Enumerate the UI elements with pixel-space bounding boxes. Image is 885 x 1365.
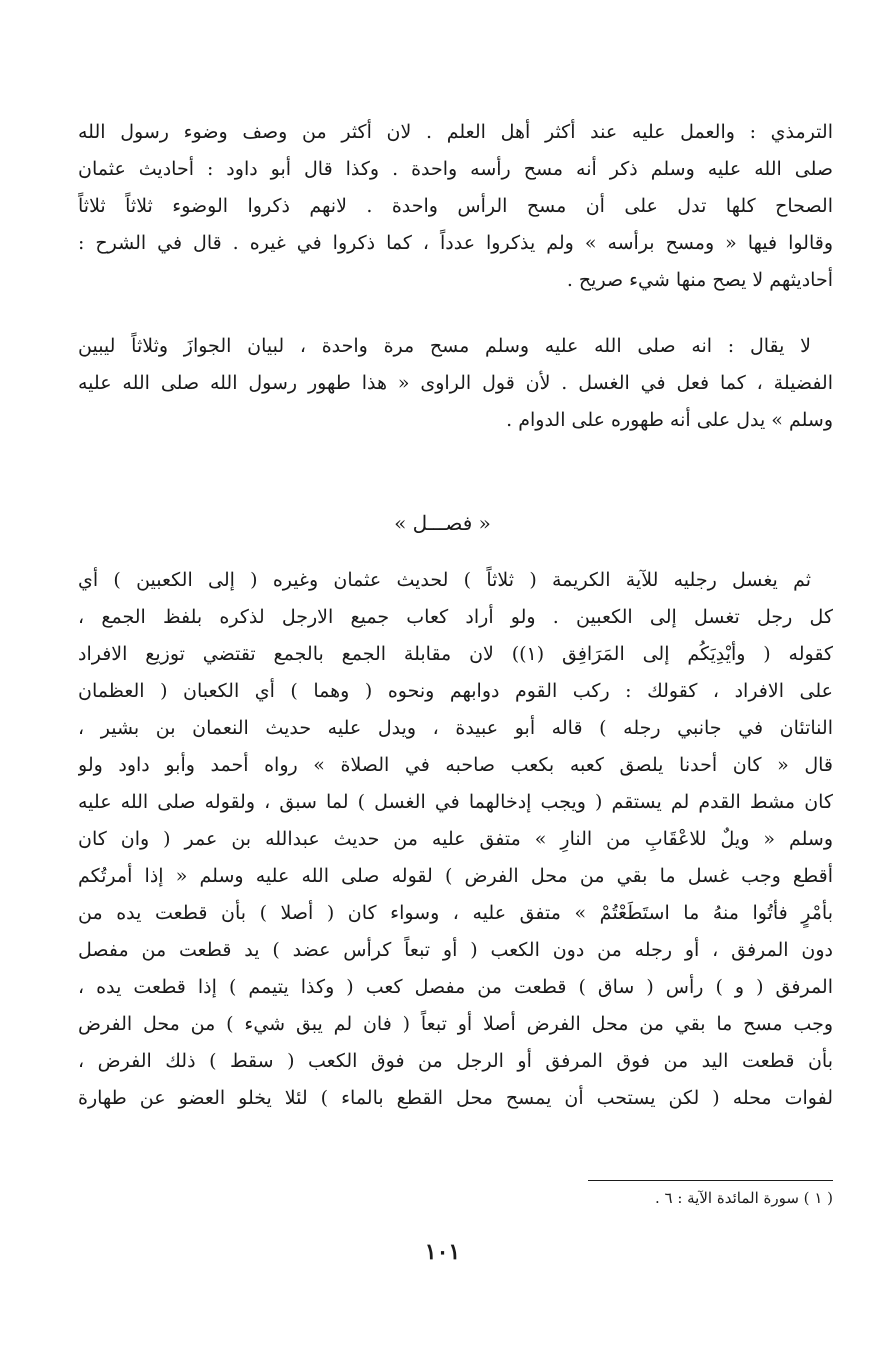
text-line: بأن قطعت اليد من فوق المرفق أو الرجل من فوق الكعب ( سقط ) ذلك الفرض ، xyxy=(78,1050,833,1072)
text-line: قال « كان أحدنا يلصق كعبه بكعب صاحبه في الصلاة » رواه أحمد وأبو داود ولو xyxy=(78,754,833,776)
text-line: ثم يغسل رجليه للآية الكريمة ( ثلاثاً ) لحديث عثمان وغيره ( إلى الكعبين ) أي xyxy=(78,569,811,591)
text-line: الناتئان في جانبي رجله ) قاله أبو عبيدة ، ويدل عليه حديث النعمان بن بشير ، xyxy=(78,717,833,739)
text-line: وسلم » يدل على أنه طهوره على الدوام . xyxy=(506,409,833,431)
page-number: ١٠١ xyxy=(424,1239,461,1265)
text-line: لا يقال : انه صلى الله عليه وسلم مسح مرة واحدة ، لبيان الجوازَ وثلاثاً ليبين xyxy=(78,335,811,357)
text-line: على الافراد ، كقولك : ركب القوم دوابهم ونحوه ( وهما ) أي الكعبان ( العظمان xyxy=(78,680,833,702)
text-line: كان مشط القدم لم يستقم ( ويجب إدخالهما في الغسل ) لما سبق ، ولقوله صلى الله عليه xyxy=(78,791,833,813)
text-line: وقالوا فيها « ومسح برأسه » ولم يذكروا عدداً ، كما ذكروا في غيره . قال في الشرح : xyxy=(78,232,833,254)
text-line: الترمذي : والعمل عليه عند أكثر أهل العلم . لان أكثر من وصف وضوء رسول الله xyxy=(78,121,833,143)
text-line: أحاديثهم لا يصح منها شيء صريح . xyxy=(566,269,833,291)
text-line: المرفق ( و ) رأس ( ساق ) قطعت من مفصل كعب ( وكذا يتيمم ) إذا قطعت يده ، xyxy=(78,976,833,998)
text-line: وسلم « ويلٌ للاعْقَابِ من النارِ » متفق عليه من حديث عبدالله بن عمر ( وان كان xyxy=(78,828,833,850)
text-line: كقوله ( وأيْدِيَكُم إلى المَرَافِق (١)) لان مقابلة الجمع بالجمع تقتضي توزيع الافراد xyxy=(78,643,833,665)
text-line: بأمْرٍ فأتُوا منهُ ما استَطَعْتُمْ » متفق عليه ، وسواء كان ( أصلا ) بأن قطعت يده من xyxy=(78,902,833,924)
paragraph-2 xyxy=(78,328,833,439)
text-line: الفضيلة ، كما فعل في الغسل . لأن قول الراوى « هذا طهور رسول الله صلى الله عليه xyxy=(78,372,833,394)
section-heading: « فصـــل » xyxy=(394,511,491,535)
text-line: وجب مسح ما بقي من محل الفرض أصلا أو تبعاً ( فان لم يبق شيء ) من محل الفرض xyxy=(78,1013,833,1035)
paragraph-3 xyxy=(78,562,833,1117)
text-line: دون المرفق ، أو رجله من دون الكعب ( أو تبعاً كرأس عضد ) يد قطعت من مفصل xyxy=(78,939,833,961)
text-line: الصحاح كلها تدل على أن مسح الرأس واحدة . لانهم ذكروا الوضوء ثلاثاً ثلاثاً xyxy=(78,195,833,217)
footnote-divider xyxy=(588,1180,833,1181)
text-line: أقطع وجب غسل ما بقي من محل الفرض ) لقوله صلى الله عليه وسلم « إذا أمرتُكم xyxy=(78,865,833,887)
paragraph-1 xyxy=(78,114,833,299)
footnote: ( ١ ) سورة المائدة الآية : ٦ . xyxy=(654,1189,833,1207)
text-line: لفوات محله ( لكن يستحب أن يمسح محل القطع بالماء ) لئلا يخلو العضو عن طهارة xyxy=(78,1087,833,1109)
text-line: صلى الله عليه وسلم ذكر أنه مسح رأسه واحدة . وكذا قال أبو داود : أحاديث عثمان xyxy=(78,158,833,180)
text-line: كل رجل تغسل إلى الكعبين . ولو أراد كعاب جميع الارجل لذكره بلفظ الجمع ، xyxy=(78,606,833,628)
